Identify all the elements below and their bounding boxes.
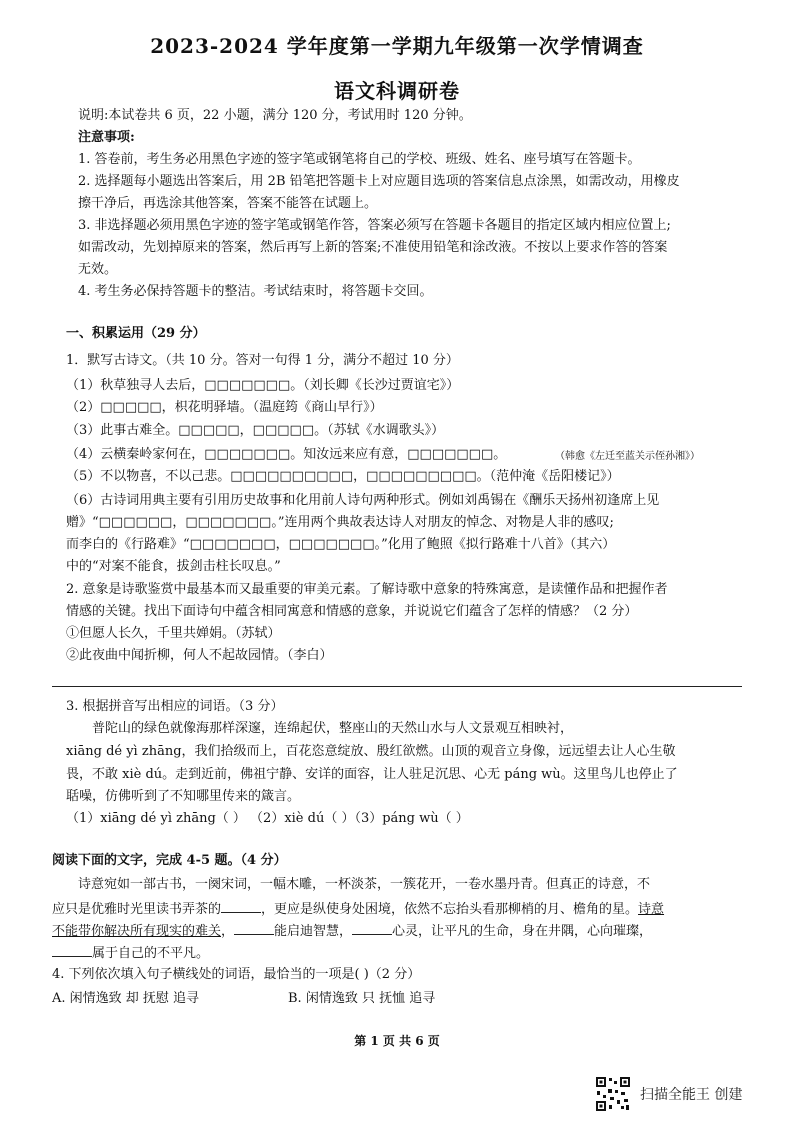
instruction-item: 2. 选择题每小题选出答案后，用 2B 铅笔把答题卡上对应题目选项的答案信息点涂黑，如需改动，用橡皮 [78, 174, 680, 189]
instruction-item: 无效。 [78, 262, 118, 277]
reading-line [52, 900, 664, 919]
q3-line: 聒噪，仿佛听到了不知哪里传来的箴言。 [66, 789, 301, 804]
instruction-item: 3. 非选择题必须用黑色字迹的签字笔或钢笔作答，答案必须写在答题卡各题目的指定区域内相应位置上; [78, 218, 671, 233]
q2-line: 情感的关键。找出下面诗句中蕴含相同寓意和情感的意象，并说说它们蕴含了怎样的情感？（2 分） [66, 604, 638, 619]
exam-title: 2023-2024 学年度第一学期九年级第一次学情调查 [150, 34, 644, 58]
reading-line: 诗意宛如一部古书，一阕宋词，一幅木雕，一杯淡茶，一簇花开，一卷水墨丹青。但真正的诗意，不 [78, 877, 651, 892]
fill-blank [221, 900, 261, 913]
qr-code-icon [595, 1076, 631, 1112]
reading-text: 属于自己的不平凡。 [92, 946, 210, 961]
q3-line: 3. 根据拼音写出相应的词语。（3 分） [66, 699, 284, 714]
instructions-summary: 说明:本试卷共 6 页，22 小题，满分 120 分，考试用时 120 分钟。 [78, 108, 472, 123]
q3-line: 畏，不敢 xiè dú。走到近前，佛祖宁静、安详的面容，让人驻足沉思、心无 páng wù。这里鸟儿也停止了 [66, 767, 678, 782]
instruction-item: 1. 答卷前，考生务必用黑色字迹的签字笔或钢笔将自己的学校、班级、姓名、座号填写在答题卡。 [78, 152, 641, 167]
reading-heading: 阅读下面的文字，完成 4-5 题。（4 分） [52, 853, 287, 868]
q1-line: 而李白的《行路难》“□□□□□□□，□□□□□□□。”化用了鲍照《拟行路难十八首》（其六） [66, 537, 616, 552]
q3-line: 普陀山的绿色就像海那样深邃，连绵起伏，整座山的天然山水与人文景观互相映衬， [92, 721, 574, 736]
q3-line: xiāng dé yì zhāng，我们拾级而上，百花恣意绽放、殷红欲燃。山顶的观音立身像，远远望去让人心生敬 [66, 744, 676, 759]
q1-source-note: （韩愈《左迁至蓝关示侄孙湘》） [555, 451, 700, 462]
instruction-item: 如需改动，先划掉原来的答案，然后再写上新的答案;不准使用铅笔和涂改液。不按以上要求作答的答案 [78, 240, 668, 255]
instruction-item: 4. 考生务必保持答题卡的整洁。考试结束时，将答题卡交回。 [78, 284, 433, 299]
q1-line: （4）云横秦岭家何在，□□□□□□□。知汝远来应有意，□□□□□□□。 [66, 447, 507, 462]
fill-blank [352, 922, 392, 935]
reading-text: 诗意 [638, 902, 665, 917]
reading-line [52, 922, 652, 941]
reading-line [52, 944, 209, 963]
instruction-item: 擦干净后，再选涂其他答案，答案不能答在试题上。 [78, 196, 378, 211]
q1-line: （1）秋草独寻人去后，□□□□□□□。（刘长卿《长沙过贾谊宅》） [66, 378, 460, 393]
q1-line: （5）不以物喜，不以己悲。□□□□□□□□□□，□□□□□□□□□。（范仲淹《岳阳楼记》） [66, 469, 620, 484]
exam-subtitle: 语文科调研卷 [334, 79, 460, 103]
q1-line: （6）古诗词用典主要有引用历史故事和化用前人诗句两种形式。例如刘禹锡在《酬乐天扬州初逢席上见 [66, 493, 660, 508]
reading-text: 不能带你解决所有现实的难关 [52, 924, 222, 939]
page-number: 第 1 页 共 6 页 [354, 1034, 440, 1048]
q1-line: 赠》“□□□□□□，□□□□□□□。”连用两个典故表达诗人对朋友的悼念、对物是人非的感叹; [66, 515, 614, 530]
q4-option-b: B. 闲情逸致 只 抚恤 追寻 [288, 991, 436, 1006]
instructions-heading: 注意事项: [78, 130, 135, 145]
q2-line: 2. 意象是诗歌鉴赏中最基本而又最重要的审美元素。了解诗歌中意象的特殊寓意，是读懂作品和把握作者 [66, 582, 668, 597]
answer-line [52, 686, 742, 687]
reading-text: ，更应是纵使身处困境，依然不忘抬头看那柳梢的月、檐角的星。 [261, 902, 639, 917]
fill-blank [52, 944, 92, 957]
q1-line: （2）□□□□□，枳花明驿墙。（温庭筠《商山早行》） [66, 400, 383, 415]
q1-stem: 1．默写古诗文。（共 10 分。答对一句得 1 分，满分不超过 10 分） [66, 353, 459, 368]
q4-stem: 4. 下列依次填入句子横线处的词语，最恰当的一项是( )（2 分） [52, 967, 421, 982]
fill-blank [234, 922, 274, 935]
q1-line: （3）此事古难全。□□□□□，□□□□□。（苏轼《水调歌头》） [66, 423, 445, 438]
q3-line: （1）xiāng dé yì zhāng（ ） （2）xiè dú（ ）（3）páng wù（ ） [66, 811, 469, 826]
q1-line: 中的“对案不能食，拔剑击柱长叹息。” [66, 559, 281, 574]
q2-line: ②此夜曲中闻折柳，何人不起故园情。（李白） [66, 648, 333, 663]
reading-text: 心灵，让平凡的生命，身在井隅，心向璀璨， [392, 924, 653, 939]
reading-text: 能启迪智慧， [274, 924, 353, 939]
section-heading: 一、积累运用（29 分） [66, 326, 206, 341]
reading-text: 应只是优雅时光里读书弄茶的 [52, 902, 222, 917]
q2-line: ①但愿人长久，千里共婵娟。（苏轼） [66, 626, 281, 641]
scanner-watermark: 扫描全能王 创建 [640, 1087, 743, 1103]
reading-text: ， [221, 924, 235, 939]
q4-option-a: A. 闲情逸致 却 抚慰 追寻 [52, 991, 200, 1006]
